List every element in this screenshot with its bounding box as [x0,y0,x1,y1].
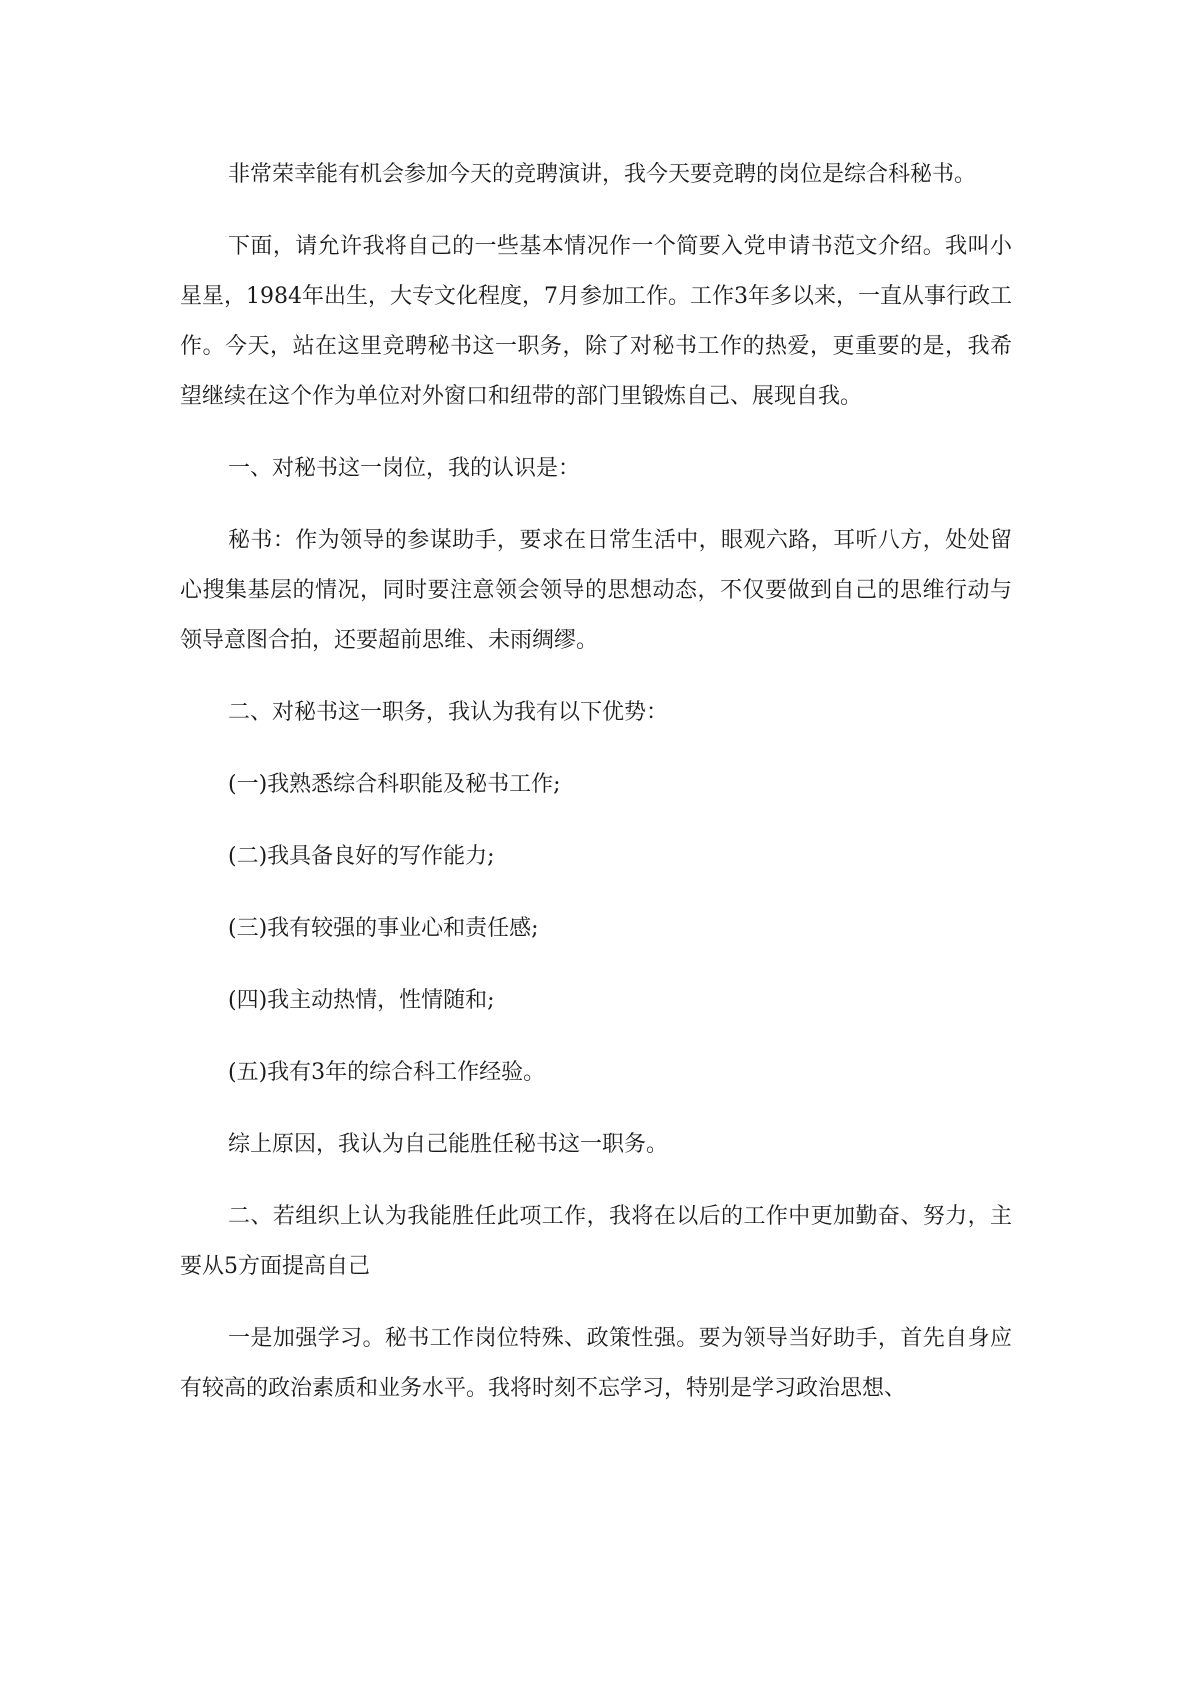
document-body [180,150,1012,1436]
paragraph-conclusion: 综上原因，我认为自己能胜任秘书这一职务。 [228,1132,669,1157]
list-item-advantage-3: (三)我有较强的事业心和责任感; [228,916,539,941]
paragraph-plan-one: 一是加强学习。秘书工作岗位特殊、政策性强。要为领导当好助手，首先自身应有较高的政治素质和业务水平。我将时刻不忘学习，特别是学习政治思想、 [180,1326,1012,1401]
paragraph-intro: 非常荣幸能有机会参加今天的竞聘演讲，我今天要竞聘的岗位是综合科秘书。 [228,162,977,187]
list-item-advantage-1: (一)我熟悉综合科职能及秘书工作; [228,772,561,797]
list-item-advantage-5: (五)我有3年的综合科工作经验。 [228,1060,546,1085]
paragraph-self-introduction: 下面，请允许我将自己的一些基本情况作一个简要入党申请书范文介绍。我叫小星星，1984年出生，大专文化程度，7月参加工作。工作3年多以来，一直从事行政工作。今天，站在这里竞聘秘书这一职务，除了对秘书工作的热爱，更重要的是，我希望继续在这个作为单位对外窗口和纽带的部门里锻炼自己、展现自我。 [180,234,1012,409]
paragraph-secretary-definition: 秘书：作为领导的参谋助手，要求在日常生活中，眼观六路，耳听八方，处处留心搜集基层的情况，同时要注意领会领导的思想动态，不仅要做到自己的思维行动与领导意图合拍，还要超前思维、未雨绸缪。 [180,528,1012,653]
list-item-advantage-2: (二)我具备良好的写作能力; [228,844,495,869]
paragraph-section-two-heading: 二、对秘书这一职务，我认为我有以下优势： [228,700,669,725]
list-item-advantage-4: (四)我主动热情，性情随和; [228,988,495,1013]
paragraph-section-one-heading: 一、对秘书这一岗位，我的认识是： [228,456,581,481]
paragraph-section-three-heading: 二、若组织上认为我能胜任此项工作，我将在以后的工作中更加勤奋、努力，主要从5方面提高自己 [180,1204,1012,1279]
